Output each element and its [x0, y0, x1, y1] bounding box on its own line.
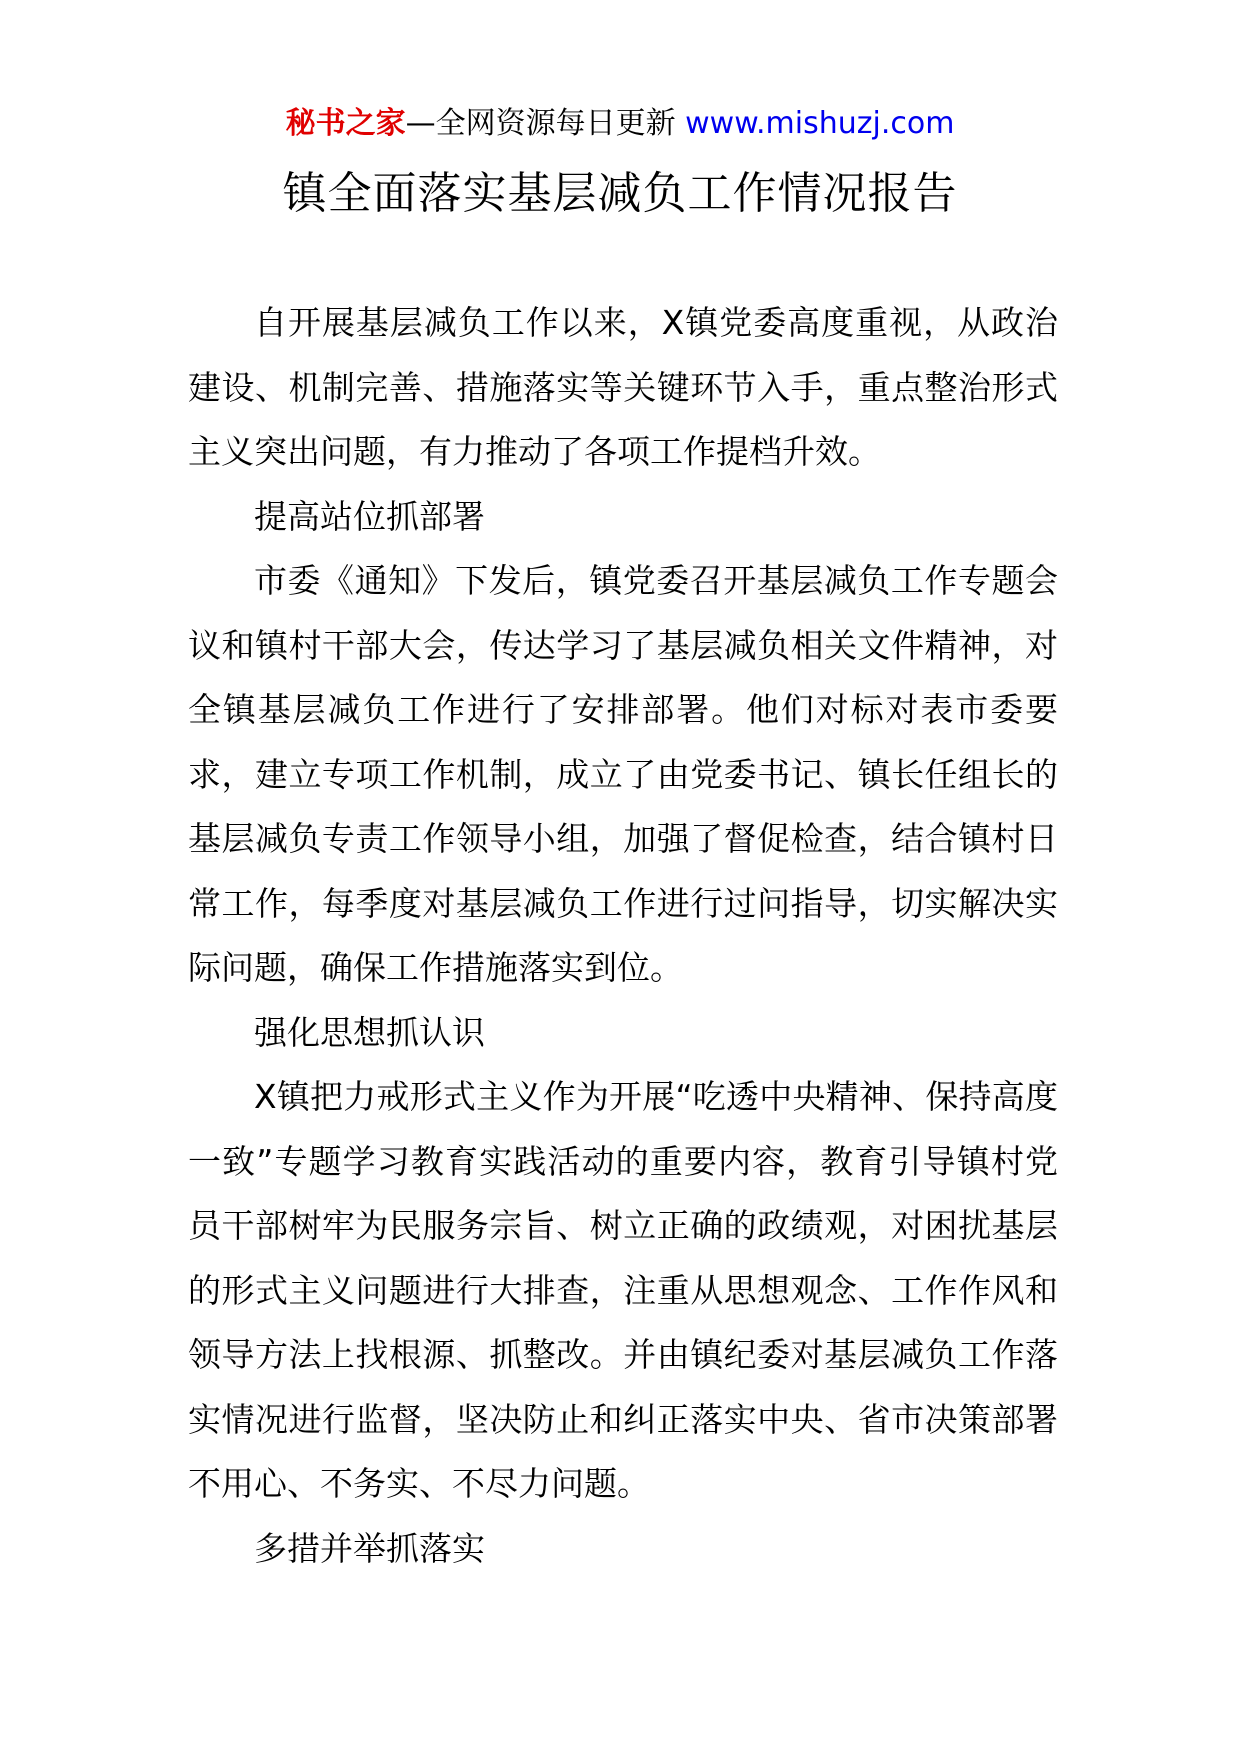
- paragraph-awareness: X镇把力戒形式主义作为开展“吃透中央精神、保持高度一致”专题学习教育实践活动的重要内容，教育引导镇村党员干部树牢为民服务宗旨、树立正确的政绩观，对困扰基层的形式主义问题进行大排查，注重从思想观念、工作作风和领导方法上找根源、抓整改。并由镇纪委对基层减负工作落实情况进行监督，坚决防止和纠正落实中央、省市决策部署不用心、不务实、不尽力问题。: [188, 1077, 1058, 1503]
- document-body: [188, 291, 1058, 1581]
- site-url-link[interactable]: www.mishuzj.com: [685, 106, 955, 141]
- section-heading-awareness: 强化思想抓认识: [254, 1012, 485, 1052]
- paragraph-deployment: 市委《通知》下发后，镇党委召开基层减负工作专题会议和镇村干部大会，传达学习了基层减负相关文件精神，对全镇基层减负工作进行了安排部署。他们对标对表市委要求，建立专项工作机制，成立了由党委书记、镇长任组长的基层减负专责工作领导小组，加强了督促检查，结合镇村日常工作，每季度对基层减负工作进行过问指导，切实解决实际问题，确保工作措施落实到位。: [188, 561, 1058, 987]
- document-title: 镇全面落实基层减负工作情况报告: [282, 168, 958, 219]
- section-heading-deployment: 提高站位抓部署: [254, 496, 485, 536]
- paragraph-intro: 自开展基层减负工作以来，X镇党委高度重视，从政治建设、机制完善、措施落实等关键环节入手，重点整治形式主义突出问题，有力推动了各项工作提档升效。: [188, 303, 1058, 471]
- brand-name: 秘书之家: [285, 106, 406, 141]
- site-header: [0, 104, 1240, 144]
- header-tagline: —全网资源每日更新: [405, 106, 686, 141]
- section-heading-implementation: 多措并举抓落实: [254, 1528, 485, 1568]
